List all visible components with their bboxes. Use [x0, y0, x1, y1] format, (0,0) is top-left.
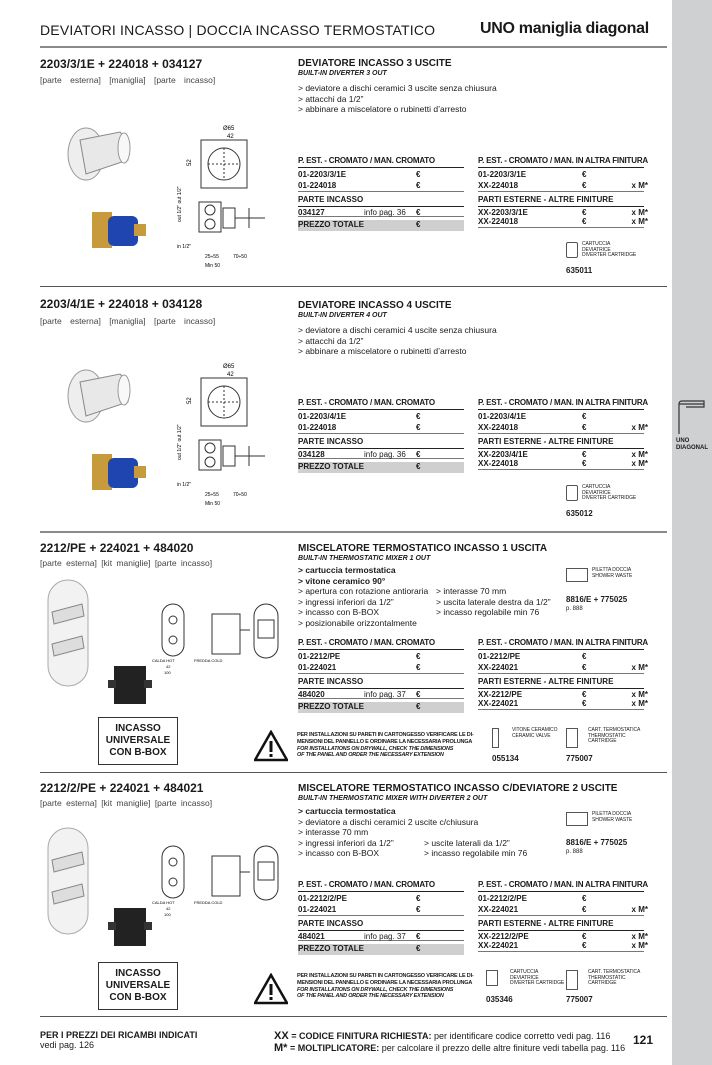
- svg-text:FREDDA COLD: FREDDA COLD: [194, 900, 223, 905]
- thermostatic-cartridge-note: CART. TERMOSTATICA THERMOSTATIC CARTRIDGE: [566, 970, 640, 987]
- collection-title: UNO maniglia diagonal: [480, 20, 649, 37]
- product-code: 2212/2/PE + 224021 + 484021: [40, 781, 204, 795]
- footer-spare-parts: PER I PREZZI DEI RICAMBI INDICATI vedi pag. 126: [40, 1030, 198, 1050]
- header-divider: [40, 46, 667, 48]
- cartridge-code: 775007: [566, 754, 593, 763]
- diverter-cartridge-note: CARTUCCIA DEVIATRICE DIVERTER CARTRIDGE: [486, 970, 564, 987]
- cartridge-code: 635012: [566, 509, 593, 518]
- cartridge-code: 635011: [566, 266, 593, 275]
- shower-waste-note: PILETTA DOCCIA SHOWER WASTE: [566, 568, 632, 579]
- footer-divider: [40, 1016, 667, 1017]
- svg-text:Min 50: Min 50: [205, 263, 221, 269]
- warning-icon: [254, 973, 288, 1005]
- part-labels: [parte esterna] [kit maniglie] [parte incasso]: [40, 798, 213, 808]
- diverter-handle-image: [60, 360, 132, 432]
- product-subtitle: BUILT-IN DIVERTER 3 OUT: [298, 70, 387, 77]
- part-labels: [parte esterna] [kit maniglie] [parte incasso]: [40, 558, 213, 568]
- svg-text:100: 100: [164, 912, 171, 917]
- price-table-chrome: P. EST. - CROMATO / MAN. CROMATO 01-2212/PE € 01-224021 € PARTE INCASSO 484020 info pag. 37 € PREZZO TOTALE €: [298, 638, 464, 713]
- feature-list: > deviatore a dischi ceramici 3 uscite senza chiusura > attacchi da 1/2” > abbinare a miscelatore o rubinetti d’arresto: [298, 83, 497, 114]
- diverter-cartridge-note: CARTUCCIA DEVIATRICE DIVERTER CARTRIDGE: [566, 242, 636, 259]
- drywall-warning: PER INSTALLAZIONI SU PARETI IN CARTONGESSO VERIFICARE LE DI- MENSIONI DEL PANNELLO E ORDINARE LA NECESSARIA PROLUNGA FOR INSTALLATIONS ON DRYWALL, CHECK THE DIMENSIONS OF THE PANEL AND ORDER THE NECESSARY EXTENSION: [297, 732, 474, 759]
- cartridge-code: 035346: [486, 995, 513, 1004]
- thermostatic-cartridge-note: CART. TERMOSTATICA THERMOSTATIC CARTRIDGE: [566, 728, 640, 745]
- technical-drawing: [175, 362, 267, 508]
- side-label: UNO DIAGONAL: [676, 438, 708, 451]
- svg-text:42: 42: [166, 664, 171, 669]
- diverter-cartridge-note: CARTUCCIA DEVIATRICE DIVERTER CARTRIDGE: [566, 485, 636, 502]
- svg-text:Ø65: Ø65: [223, 364, 235, 370]
- price-table-chrome: P. EST. - CROMATO / MAN. CROMATO 01-2212/2/PE € 01-224021 € PARTE INCASSO 484021 info pag. 37 € PREZZO TOTALE €: [298, 880, 464, 955]
- price-table-finish: P. EST. - CROMATO / MAN. IN ALTRA FINITURA 01-2212/2/PE € XX-224021 € x M* PARTI ESTERNE - ALTRE FINITURE XX-2212/2/PE € x M* XX-224021 € x M*: [478, 880, 648, 950]
- mixer-plate-image: [40, 826, 100, 938]
- technical-drawing: [150, 600, 290, 676]
- svg-text:100: 100: [164, 670, 171, 675]
- product-subtitle: BUILT-IN THERMOSTATIC MIXER WITH DIVERTER 2 OUT: [298, 795, 488, 802]
- page-number: 121: [633, 1033, 654, 1047]
- svg-text:42: 42: [227, 134, 234, 140]
- diverter-handle-image: [60, 118, 132, 190]
- shower-waste-code: 8816/E + 775025: [566, 595, 628, 604]
- svg-text:in 1/2": in 1/2": [177, 482, 192, 488]
- valve-code: 055134: [492, 754, 519, 763]
- product-title: MISCELATORE TERMOSTATICO INCASSO 1 USCITA: [298, 543, 548, 554]
- technical-drawing: [175, 124, 267, 270]
- universal-bbox-label: INCASSO UNIVERSALE CON B-BOX: [98, 717, 178, 765]
- drywall-warning: PER INSTALLAZIONI SU PARETI IN CARTONGESSO VERIFICARE LE DI- MENSIONI DEL PANNELLO E ORDINARE LA NECESSARIA PROLUNGA FOR INSTALLATIONS ON DRYWALL, CHECK THE DIMENSIONS OF THE PANEL AND ORDER THE NECESSARY EXTENSION: [297, 973, 474, 1000]
- shower-waste-page: p. 888: [566, 849, 583, 855]
- svg-text:70÷50: 70÷50: [233, 254, 247, 260]
- svg-text:25÷55: 25÷55: [205, 492, 219, 498]
- inner-body-image: [90, 448, 150, 496]
- feature-list: > cartuccia termostatica > vitone ceramico 90° > apertura con rotazione antioraria > ingressi inferiori da 1/2” > incasso con B-BOX > posizionabile orizzontalmente > interasse 70 mm > uscita laterale destra da 1/2” > incasso regolabile min 76: [298, 565, 551, 628]
- svg-text:42: 42: [227, 372, 234, 378]
- svg-text:in 1/2": in 1/2": [177, 244, 192, 250]
- product-title: DEVIATORE INCASSO 4 USCITE: [298, 300, 452, 311]
- section-divider: [40, 772, 667, 773]
- price-table-chrome: P. EST. - CROMATO / MAN. CROMATO 01-2203/4/1E € 01-224018 € PARTE INCASSO 034128 info pag. 36 € PREZZO TOTALE €: [298, 398, 464, 473]
- section-divider: [40, 286, 667, 287]
- footer-legend: XX = CODICE FINITURA RICHIESTA: per identificare codice corretto vedi pag. 116 M* = MOLTIPLICATORE: per calcolare il prezzo delle altre finiture vedi tabella pag. 116: [274, 1030, 626, 1054]
- svg-text:CALDA HOT: CALDA HOT: [152, 900, 175, 905]
- b-box-image: [108, 902, 152, 952]
- price-table-finish: P. EST. - CROMATO / MAN. IN ALTRA FINITURA 01-2203/3/1E € XX-224018 € x M* PARTI ESTERNE - ALTRE FINITURE XX-2203/3/1E € x M* XX-224018 € x M*: [478, 156, 648, 226]
- svg-text:25÷55: 25÷55: [205, 254, 219, 260]
- faucet-icon: [676, 398, 708, 436]
- part-labels: [parte esterna] [maniglia] [parte incasso]: [40, 316, 216, 326]
- side-tab-strip: [672, 0, 712, 1065]
- cartridge-code: 775007: [566, 995, 593, 1004]
- shower-waste-note: PILETTA DOCCIA SHOWER WASTE: [566, 812, 632, 823]
- product-title: DEVIATORE INCASSO 3 USCITE: [298, 58, 452, 69]
- universal-bbox-label: INCASSO UNIVERSALE CON B-BOX: [98, 962, 178, 1010]
- warning-icon: [254, 730, 288, 762]
- section-divider: [40, 531, 667, 533]
- price-table-finish: P. EST. - CROMATO / MAN. IN ALTRA FINITURA 01-2212/PE € XX-224021 € x M* PARTI ESTERNE - ALTRE FINITURE XX-2212/PE € x M* XX-224021 € x M*: [478, 638, 648, 708]
- svg-text:out 1/2" out 1/2": out 1/2" out 1/2": [177, 424, 183, 460]
- feature-list: > cartuccia termostatica > deviatore a dischi ceramici 2 uscite c/chiusura > interasse 70 mm > ingressi inferiori da 1/2” > incasso con B-BOX > uscite laterali da 1/2” > incasso regolabile min 76: [298, 806, 528, 858]
- mixer-plate-image: [40, 578, 100, 690]
- product-code: 2203/3/1E + 224018 + 034127: [40, 57, 203, 71]
- svg-text:52: 52: [187, 159, 193, 166]
- technical-drawing: [150, 842, 290, 918]
- feature-list: > deviatore a dischi ceramici 4 uscite senza chiusura > attacchi da 1/2” > abbinare a miscelatore o rubinetti d’arresto: [298, 325, 497, 356]
- svg-text:52: 52: [187, 397, 193, 404]
- svg-text:FREDDA COLD: FREDDA COLD: [194, 658, 223, 663]
- page-title: DEVIATORI INCASSO | DOCCIA INCASSO TERMOSTATICO: [40, 22, 436, 38]
- product-code: 2203/4/1E + 224018 + 034128: [40, 297, 203, 311]
- price-table-chrome: P. EST. - CROMATO / MAN. CROMATO 01-2203/3/1E € 01-224018 € PARTE INCASSO 034127 info pag. 36 € PREZZO TOTALE €: [298, 156, 464, 231]
- price-table-finish: P. EST. - CROMATO / MAN. IN ALTRA FINITURA 01-2203/4/1E € XX-224018 € x M* PARTI ESTERNE - ALTRE FINITURE XX-2203/4/1E € x M* XX-224018 € x M*: [478, 398, 648, 468]
- shower-waste-code: 8816/E + 775025: [566, 838, 628, 847]
- b-box-image: [108, 660, 152, 710]
- svg-text:Min 50: Min 50: [205, 501, 221, 507]
- svg-text:42: 42: [166, 906, 171, 911]
- product-subtitle: BUILT-IN DIVERTER 4 OUT: [298, 312, 387, 319]
- svg-text:Ø65: Ø65: [223, 126, 235, 132]
- product-title: MISCELATORE TERMOSTATICO INCASSO C/DEVIATORE 2 USCITE: [298, 783, 618, 794]
- svg-text:out 1/2" out 1/2": out 1/2" out 1/2": [177, 186, 183, 222]
- svg-text:CALDA HOT: CALDA HOT: [152, 658, 175, 663]
- product-code: 2212/PE + 224021 + 484020: [40, 541, 194, 555]
- svg-text:70÷50: 70÷50: [233, 492, 247, 498]
- ceramic-valve-note: VITONE CERAMICO CERAMIC VALVE: [492, 728, 557, 739]
- product-subtitle: BUILT-IN THERMOSTATIC MIXER 1 OUT: [298, 555, 431, 562]
- inner-body-image: [90, 206, 150, 254]
- shower-waste-page: p. 888: [566, 606, 583, 612]
- part-labels: [parte esterna] [maniglia] [parte incasso]: [40, 75, 216, 85]
